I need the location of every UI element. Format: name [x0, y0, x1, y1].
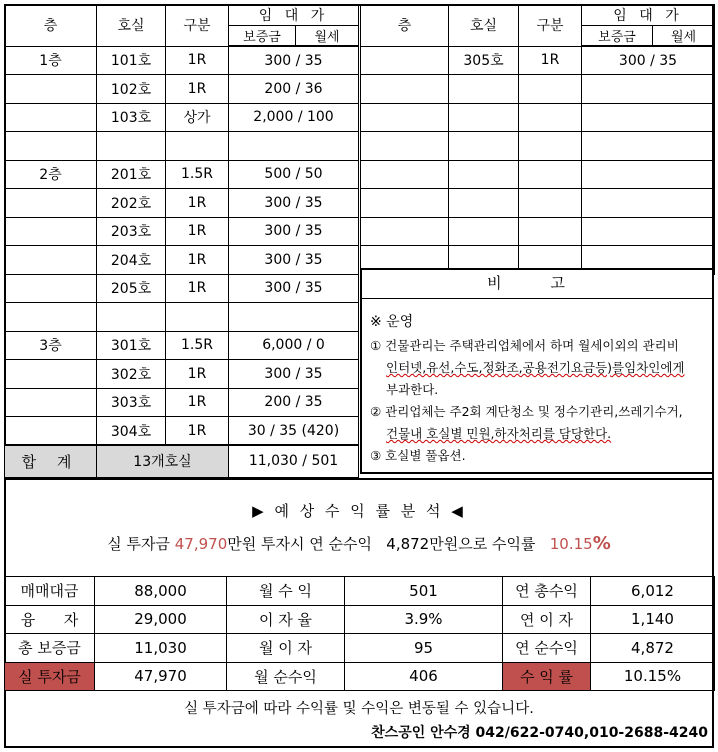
room-cell: [449, 75, 519, 104]
header-floor: 층: [361, 5, 449, 47]
type-cell: [519, 132, 582, 161]
header-monthly: 월세: [296, 26, 359, 47]
finance-row: [5, 634, 715, 663]
floor-cell: 3층: [5, 331, 97, 360]
price-cell: 300 / 35: [229, 246, 359, 275]
finance-value: 1,140: [591, 605, 715, 634]
notes-box: [360, 268, 714, 474]
table-row: [5, 189, 359, 218]
finance-row: [5, 605, 715, 634]
type-cell: 상가: [166, 103, 229, 132]
floor-cell: [5, 274, 97, 303]
floor-cell: 2층: [5, 160, 97, 189]
notes-title: 비 고: [362, 270, 712, 299]
table-row: [5, 132, 359, 161]
room-cell: 303호: [97, 388, 166, 417]
finance-label: 이 자 율: [227, 605, 345, 634]
floor-cell: [5, 360, 97, 389]
price-cell: 30 / 35 (420): [229, 417, 359, 446]
table-row: [5, 103, 359, 132]
finance-label: 월 수 익: [227, 577, 345, 606]
room-cell: 101호: [97, 46, 166, 75]
header-room: 호실: [449, 5, 519, 47]
header-type: 구분: [519, 5, 582, 47]
table-row: [361, 132, 715, 161]
floor-cell: 1층: [5, 46, 97, 75]
floor-cell: [5, 132, 97, 161]
notes-item-1-line-1: ① 건물관리는 주택관리업체에서 하며 월세이외의 관리비: [370, 338, 679, 353]
type-cell: [519, 189, 582, 218]
right-rent-table: [360, 4, 715, 275]
header-rent: 임 대 가: [582, 5, 715, 26]
finance-label: 연 순수익: [503, 634, 591, 663]
finance-label: 월 이 자: [227, 634, 345, 663]
price-cell: 500 / 50: [229, 160, 359, 189]
finance-label: 월 순수익: [227, 662, 345, 691]
room-cell: 301호: [97, 331, 166, 360]
finance-table: [4, 576, 715, 691]
finance-value: 11,030: [95, 634, 227, 663]
finance-value: 3.9%: [345, 605, 503, 634]
room-cell: 204호: [97, 246, 166, 275]
table-row: [361, 189, 715, 218]
summary-yield: 10.15: [549, 535, 593, 553]
summary-investment: 47,970: [174, 535, 228, 553]
finance-value: 10.15%: [591, 662, 715, 691]
finance-label: 총 보증금: [5, 634, 95, 663]
room-cell: 304호: [97, 417, 166, 446]
finance-row: [5, 577, 715, 606]
finance-label: 매매대금: [5, 577, 95, 606]
type-cell: [519, 160, 582, 189]
total-sum: 11,030 / 501: [229, 445, 359, 477]
analysis-summary: [4, 533, 714, 554]
floor-cell: [5, 303, 97, 332]
table-row: [361, 160, 715, 189]
finance-row: [5, 662, 715, 691]
price-cell: 6,000 / 0: [229, 331, 359, 360]
table-row: [5, 46, 359, 75]
floor-cell: [5, 189, 97, 218]
total-count: 13개호실: [97, 445, 229, 477]
finance-value: 29,000: [95, 605, 227, 634]
floor-cell: [5, 246, 97, 275]
price-cell: 2,000 / 100: [229, 103, 359, 132]
finance-label: 융 자: [5, 605, 95, 634]
header-deposit: 보증금: [582, 26, 653, 47]
price-cell: 200 / 35: [229, 388, 359, 417]
table-row: [5, 417, 359, 446]
type-cell: [519, 75, 582, 104]
table-row: [5, 160, 359, 189]
table-row: [361, 46, 715, 75]
room-cell: 302호: [97, 360, 166, 389]
type-cell: [166, 132, 229, 161]
total-label: 합 계: [5, 445, 97, 477]
price-cell: [229, 132, 359, 161]
table-row: [5, 246, 359, 275]
header-deposit: 보증금: [229, 26, 296, 47]
floor-cell: [5, 417, 97, 446]
price-cell: 300 / 35: [229, 46, 359, 75]
price-cell: 200 / 36: [229, 75, 359, 104]
floor-cell: [361, 217, 449, 246]
type-cell: 1R: [519, 46, 582, 75]
footer-contact: 찬스공인 안수경 042/622-0740,010-2688-4240: [371, 725, 708, 741]
price-cell: [582, 189, 715, 218]
finance-value: 406: [345, 662, 503, 691]
price-cell: 300 / 35: [229, 189, 359, 218]
table-row: [361, 217, 715, 246]
notes-item-1-line-3: 부과한다.: [386, 382, 439, 397]
type-cell: 1R: [166, 246, 229, 275]
room-cell: 202호: [97, 189, 166, 218]
floor-cell: [361, 46, 449, 75]
header-monthly: 월세: [653, 26, 715, 47]
type-cell: 1R: [166, 217, 229, 246]
analysis-title: ▶ 예 상 수 익 률 분 석 ◀: [252, 502, 466, 520]
room-cell: [449, 217, 519, 246]
room-cell: 203호: [97, 217, 166, 246]
price-cell: [582, 160, 715, 189]
notes-item-2-line-1: ② 관리업체는 주2회 계단청소 및 정수기관리,쓰레기수거,: [370, 404, 683, 419]
table-row: [5, 360, 359, 389]
room-cell: [449, 160, 519, 189]
price-cell: [582, 132, 715, 161]
floor-cell: [361, 189, 449, 218]
price-cell: 300 / 35: [582, 46, 715, 75]
notes-item-1-line-2: 인터넷,유선,수도,정화조,공용전기요금등)를임차인에게: [386, 360, 685, 375]
room-cell: 201호: [97, 160, 166, 189]
table-row: [5, 303, 359, 332]
table-row: [5, 75, 359, 104]
floor-cell: [361, 160, 449, 189]
notes-item-3: ③ 호실별 풀옵션.: [370, 448, 466, 463]
floor-cell: [361, 132, 449, 161]
summary-prefix: 실 투자금: [107, 535, 175, 553]
price-cell: [229, 303, 359, 332]
floor-cell: [5, 388, 97, 417]
price-cell: [582, 75, 715, 104]
finance-label: 연 이 자: [503, 605, 591, 634]
type-cell: 1R: [166, 360, 229, 389]
summary-mid: 만원 투자시 연 순수익 4,872만원으로 수익률: [227, 535, 550, 553]
notes-item-2-line-2: 건물내 호실별 민원,하자처리를 담당한다.: [386, 426, 612, 441]
finance-label: 실 투자금: [5, 662, 95, 691]
table-row: [5, 274, 359, 303]
room-cell: [97, 303, 166, 332]
finance-value: 88,000: [95, 577, 227, 606]
price-cell: 300 / 35: [229, 274, 359, 303]
floor-cell: [5, 217, 97, 246]
header-rent: 임 대 가: [229, 5, 359, 26]
type-cell: 1R: [166, 75, 229, 104]
type-cell: 1R: [166, 189, 229, 218]
finance-label: 연 총수익: [503, 577, 591, 606]
type-cell: [519, 103, 582, 132]
room-cell: 205호: [97, 274, 166, 303]
footer-disclaimer: [4, 697, 714, 718]
floor-cell: [361, 103, 449, 132]
type-cell: 1R: [166, 46, 229, 75]
price-cell: 300 / 35: [229, 217, 359, 246]
price-cell: [582, 103, 715, 132]
room-cell: [449, 189, 519, 218]
notes-heading: ※ 운영: [370, 314, 414, 330]
price-cell: [582, 217, 715, 246]
room-cell: [97, 132, 166, 161]
table-row: [361, 75, 715, 104]
floor-cell: [361, 75, 449, 104]
finance-value: 95: [345, 634, 503, 663]
summary-yield-unit: %: [592, 533, 611, 554]
left-rent-table: [4, 4, 359, 478]
room-cell: [449, 103, 519, 132]
finance-value: 47,970: [95, 662, 227, 691]
table-row: [361, 103, 715, 132]
finance-value: 501: [345, 577, 503, 606]
header-floor: 층: [5, 5, 97, 47]
analysis-section: [4, 478, 714, 576]
type-cell: [519, 217, 582, 246]
room-cell: 102호: [97, 75, 166, 104]
type-cell: 1.5R: [166, 160, 229, 189]
table-row: [5, 217, 359, 246]
price-cell: 300 / 35: [229, 360, 359, 389]
type-cell: [166, 303, 229, 332]
table-row: [5, 388, 359, 417]
type-cell: 1R: [166, 417, 229, 446]
type-cell: 1R: [166, 388, 229, 417]
finance-value: 4,872: [591, 634, 715, 663]
finance-label: 수 익 률: [503, 662, 591, 691]
header-room: 호실: [97, 5, 166, 47]
finance-value: 6,012: [591, 577, 715, 606]
type-cell: 1.5R: [166, 331, 229, 360]
floor-cell: [5, 75, 97, 104]
room-cell: 103호: [97, 103, 166, 132]
disclaimer-text: 실 투자금에 따라 수익률 및 수익은 변동될 수 있습니다.: [184, 701, 534, 717]
type-cell: 1R: [166, 274, 229, 303]
floor-cell: [5, 103, 97, 132]
header-type: 구분: [166, 5, 229, 47]
table-row: [5, 331, 359, 360]
room-cell: 305호: [449, 46, 519, 75]
room-cell: [449, 132, 519, 161]
